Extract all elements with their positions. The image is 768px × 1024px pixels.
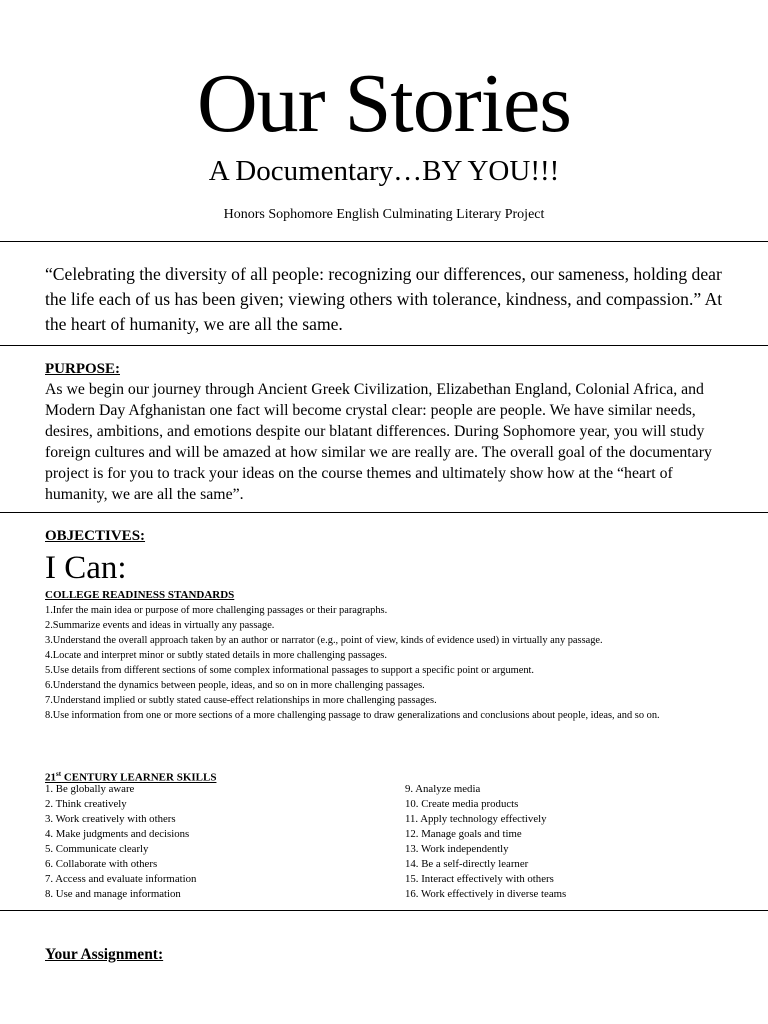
skill-item: 8. Use and manage information xyxy=(45,888,181,900)
skill-item: 14. Be a self-directly learner xyxy=(405,858,529,870)
crs-item-number: 2. xyxy=(45,620,53,631)
crs-item-text: Understand the dynamics between people, ideas, and so on in more challenging passages. xyxy=(52,680,425,691)
objectives-heading: OBJECTIVES: xyxy=(45,528,146,544)
crs-item-number: 4. xyxy=(45,650,53,661)
crs-item xyxy=(45,633,735,648)
crs-item-text: Use details from different sections of some complex informational passages to support a specific point or argument. xyxy=(52,665,535,676)
skill-item: 12. Manage goals and time xyxy=(405,828,522,840)
skills-heading-sup: st xyxy=(56,770,62,778)
crs-item xyxy=(45,618,735,633)
crs-item-number: 8. xyxy=(45,710,53,721)
crs-list xyxy=(45,603,735,723)
crs-item-text: Understand implied or subtly stated cause-effect relationships in more challenging passages. xyxy=(52,695,437,706)
assignment-heading: Your Assignment: xyxy=(45,946,164,963)
skills-heading-rest: CENTURY LEARNER SKILLS xyxy=(61,771,217,784)
crs-item-number: 3. xyxy=(45,635,53,646)
i-can-heading: I Can: xyxy=(45,550,127,586)
skills-list-left xyxy=(45,782,375,902)
skill-item: 4. Make judgments and decisions xyxy=(45,828,190,840)
skill-item: 10. Create media products xyxy=(405,798,519,810)
divider-1 xyxy=(0,241,768,242)
crs-item-text: Summarize events and ideas in virtually any passage. xyxy=(52,620,275,631)
page-subtitle: A Documentary…BY YOU!!! xyxy=(208,155,560,187)
purpose-body: As we begin our journey through Ancient Greek Civilization, Elizabethan England, Colonial Africa, and Modern Day Afghanistan one fact will become crystal clear: people are people. We have similar needs, desires, ambitions, and emotions despite our blatant differences. During Sophomore year, you will study foreign cultures and will be amazed at how similar we are really are. The overall goal of the documentary project is for you to track your ideas on the course themes and ultimately show how at the “heart of humanity, we are all the same”. xyxy=(45,381,712,503)
crs-item-text: Use information from one or more sections of a more challenging passage to draw generalizations and conclusions about people, ideas, and so on. xyxy=(52,710,660,721)
crs-item-number: 5. xyxy=(45,665,53,676)
skill-item: 11. Apply technology effectively xyxy=(405,813,547,825)
crs-item xyxy=(45,648,735,663)
project-line: Honors Sophomore English Culminating Literary Project xyxy=(223,207,545,222)
divider-3 xyxy=(0,512,768,513)
crs-item xyxy=(45,678,735,693)
purpose-heading: PURPOSE: xyxy=(45,361,120,377)
skill-item: 16. Work effectively in diverse teams xyxy=(405,888,567,900)
skill-item: 7. Access and evaluate information xyxy=(45,873,197,885)
skill-item: 6. Collaborate with others xyxy=(45,858,158,870)
page-title: Our Stories xyxy=(197,57,571,150)
crs-heading: COLLEGE READINESS STANDARDS xyxy=(45,589,235,601)
skill-item: 1. Be globally aware xyxy=(45,783,135,795)
skills-list-right xyxy=(405,782,735,902)
skill-item: 5. Communicate clearly xyxy=(45,843,149,855)
skill-item: 9. Analyze media xyxy=(405,783,481,795)
crs-item-text: Infer the main idea or purpose of more challenging passages or their paragraphs. xyxy=(52,605,388,616)
crs-item xyxy=(45,693,735,708)
crs-item-text: Understand the overall approach taken by an author or narrator (e.g., point of view, kinds of evidence used) in virtually any passage. xyxy=(52,635,603,646)
divider-4 xyxy=(0,910,768,911)
crs-item-number: 7. xyxy=(45,695,53,706)
skill-item: 2. Think creatively xyxy=(45,798,127,810)
skill-item: 15. Interact effectively with others xyxy=(405,873,554,885)
skill-item: 3. Work creatively with others xyxy=(45,813,176,825)
crs-item xyxy=(45,708,735,723)
crs-item xyxy=(45,663,735,678)
skill-item: 13. Work independently xyxy=(405,843,509,855)
crs-item xyxy=(45,603,735,618)
divider-2 xyxy=(0,345,768,346)
crs-item-number: 6. xyxy=(45,680,53,691)
skills-heading-num: 21 xyxy=(45,771,56,784)
crs-item-number: 1. xyxy=(45,605,53,616)
crs-item-text: Locate and interpret minor or subtly stated details in more challenging passages. xyxy=(52,650,387,661)
quote-text: “Celebrating the diversity of all people: recognizing our differences, our sameness, holding dear the life each of us has been given; viewing others with tolerance, kindness, and compassion.” At the heart of humanity, we are all the same. xyxy=(45,264,723,334)
